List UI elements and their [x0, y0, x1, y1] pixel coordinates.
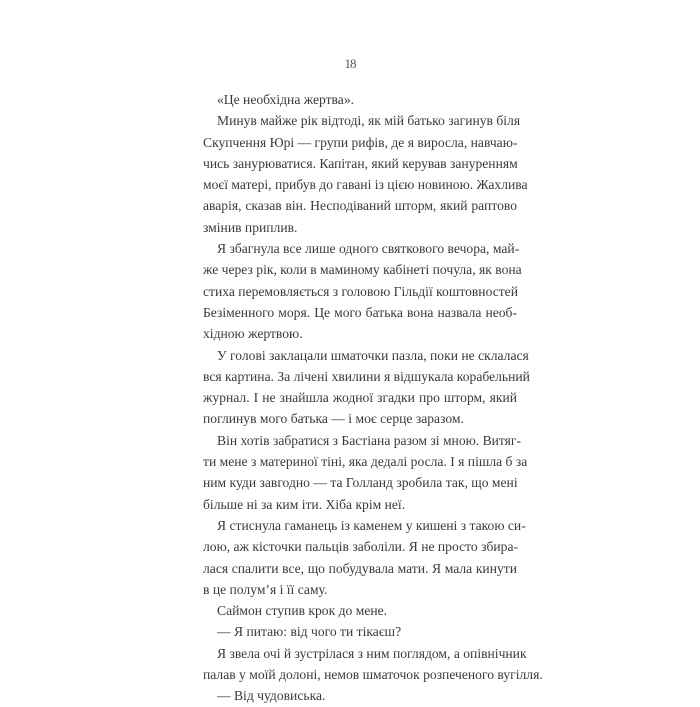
- text-line: Саймон ступив крок до мене.: [217, 603, 388, 619]
- text-line: аварія, сказав він. Несподіваний шторм, який раптово: [203, 198, 517, 214]
- text-line: моєї матері, прибув до гавані із цією новиною. Жахлива: [203, 177, 528, 193]
- text-line: Він хотів забратися з Бастіана разом зі мною. Витяг-: [217, 432, 522, 448]
- paragraph: [203, 643, 543, 686]
- text-line: же через рік, коли в маминому кабінеті почула, як вона: [203, 262, 522, 278]
- text-line: в це полум’я і її саму.: [203, 581, 328, 597]
- text-line: журнал. І не знайшла жодної згадки про шторм, який: [203, 390, 517, 406]
- paragraph: [203, 238, 522, 344]
- page-number: 18: [344, 56, 356, 71]
- text-line: Я стиснула гаманець із каменем у кишені з такою си-: [217, 517, 526, 533]
- text-line: ним куди завгодно — та Голланд зробила так, що мені: [203, 475, 518, 491]
- body-text: [203, 89, 543, 707]
- text-line: У голові заклацали шматочки пазла, поки не склалася: [217, 347, 529, 363]
- paragraph: [203, 430, 528, 515]
- text-line: Я звела очі й зустрілася з ним поглядом, а опівнічник: [217, 645, 527, 661]
- text-line: — Я питаю: від чого ти тікаєш?: [217, 624, 402, 640]
- text-line: стиха перемовляється з головою Гільдії коштовностей: [203, 283, 518, 299]
- text-line: — Від чудовиська.: [217, 688, 326, 704]
- paragraph: [203, 600, 517, 621]
- text-line: Я збагнула все лише одного святкового вечора, май-: [217, 241, 520, 257]
- paragraph: [203, 110, 528, 238]
- text-line: лася спалити все, що побудувала мати. Я мала кинути: [203, 560, 517, 576]
- text-line: Скупчення Юрі — групи рифів, де я виросла, навчаю-: [203, 134, 518, 150]
- text-line: чись занурюватися. Капітан, який керував зануренням: [203, 155, 518, 171]
- text-line: змінив приплив.: [203, 219, 298, 235]
- text-line: палав у моїй долоні, немов шматочок розпеченого вугілля.: [203, 667, 543, 683]
- text-line: ти мене з материної тіні, яка дедалі росла. І я пішла б за: [203, 454, 528, 470]
- text-line: хідною жертвою.: [203, 326, 303, 342]
- text-line: Безіменного моря. Це мого батька вона назвала необ-: [203, 304, 517, 320]
- paragraph: [203, 345, 530, 430]
- text-line: Минув майже рік відтоді, як мій батько загинув біля: [217, 113, 521, 129]
- text-line: «Це необхідна жертва».: [217, 92, 355, 107]
- paragraph: [203, 89, 517, 110]
- text-line: більше ні за ким іти. Хіба крім неї.: [203, 496, 406, 512]
- text-line: лою, аж кісточки пальців заболіли. Я не просто збира-: [203, 539, 519, 555]
- paragraph: [203, 621, 517, 642]
- text-line: вся картина. За лічені хвилини я відшукала корабельний: [203, 368, 530, 384]
- text-line: поглинув мого батька — і моє серце заразом.: [203, 411, 464, 427]
- paragraph: [203, 515, 526, 600]
- paragraph: [203, 685, 517, 706]
